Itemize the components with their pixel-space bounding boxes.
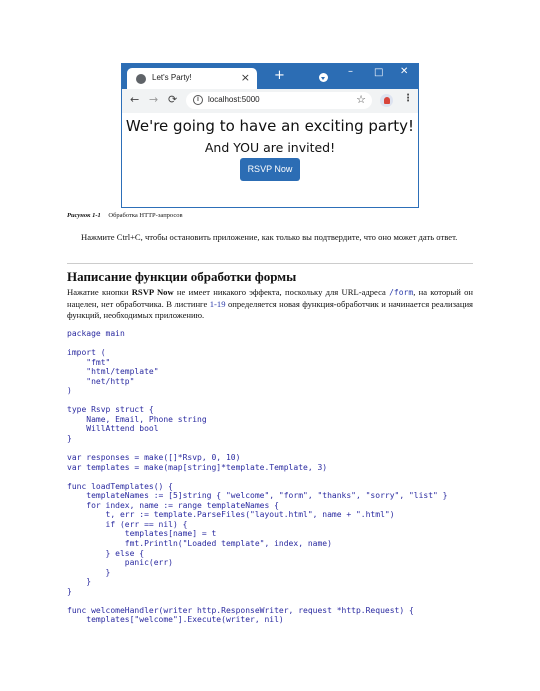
extension-icon[interactable]	[380, 94, 393, 107]
back-button[interactable]: ←	[130, 93, 140, 106]
code-line: } else {	[67, 548, 145, 558]
browser-toolbar	[122, 89, 418, 113]
rsvp-button[interactable]: RSVP Now	[240, 158, 300, 181]
code-line: var responses = make([]*Rsvp, 0, 10)	[67, 453, 241, 463]
url-text: localhost:5000	[208, 95, 260, 104]
reload-button[interactable]: ⟳	[168, 93, 178, 106]
code-line: templateNames := [5]string { "welcome", "form", "thanks", "sorry", "list" }	[67, 491, 448, 501]
code-line: package main	[67, 329, 125, 338]
browser-titlebar	[122, 64, 418, 89]
address-bar[interactable]	[186, 92, 372, 109]
code-line: import (	[67, 348, 106, 358]
code-line: for index, name := range templateNames {	[67, 500, 279, 510]
tab-title: Let's Party!	[152, 73, 192, 82]
code-line: var templates = make(map[string]*template.Template, 3)	[67, 462, 328, 472]
paragraph-text: , на который он нацелен, нет обработчика. В листинге	[67, 287, 473, 309]
code-line: t, err := template.ParseFiles("layout.html", name + ".html")	[67, 510, 395, 520]
page-heading: We're going to have an exciting party!	[125, 117, 415, 135]
browser-tab[interactable]	[127, 68, 257, 89]
code-line: Name, Email, Phone string	[67, 414, 207, 424]
browser-window-figure	[121, 63, 419, 208]
new-tab-button[interactable]: +	[274, 68, 285, 83]
paragraph-text: Нажатие кнопки	[67, 287, 132, 297]
code-line: }	[67, 577, 92, 587]
note-paragraph: Нажмите Ctrl+C, чтобы остановить приложение, как только вы подтвердите, что оно может дать ответ.	[81, 232, 458, 242]
code-line: panic(err)	[67, 558, 173, 568]
forward-button[interactable]: →	[149, 93, 159, 106]
code-line: fmt.Println("Loaded template", index, name)	[67, 539, 332, 549]
paragraph-text: не имеет никакого эффекта, поскольку для URL-адреса	[173, 287, 390, 297]
code-line: "html/template"	[67, 367, 159, 377]
figure-caption-text: Обработка HTTP-запросов	[108, 212, 183, 219]
code-line: templates[name] = t	[67, 529, 217, 539]
paragraph-text: определяется новая функция-обработчик и начинается реализация функций, необходимых приложению.	[67, 298, 473, 320]
code-line: }	[67, 586, 72, 596]
code-line: "fmt"	[67, 357, 111, 367]
code-line: templates["welcome"].Execute(writer, nil)	[67, 615, 284, 625]
figure-caption-label: Рисунок 1-1	[67, 212, 101, 219]
inline-code: /form	[389, 288, 414, 297]
listing-link[interactable]: 1-19	[209, 298, 226, 309]
code-line	[67, 396, 448, 406]
menu-icon[interactable]: ⋮	[403, 93, 413, 104]
tab-close-icon[interactable]: ×	[240, 71, 250, 84]
code-line: }	[67, 567, 111, 577]
code-line: if (err == nil) {	[67, 519, 188, 529]
code-line	[67, 472, 448, 482]
code-listing	[67, 329, 448, 625]
code-line: "net/http"	[67, 376, 135, 386]
code-line	[67, 339, 448, 349]
section-heading: Написание функции обработки формы	[67, 269, 297, 284]
code-line	[67, 596, 448, 606]
code-line: func loadTemplates() {	[67, 481, 173, 491]
star-icon[interactable]: ☆	[356, 93, 366, 106]
code-line: func welcomeHandler(writer http.ResponseWriter, request *http.Request) {	[67, 605, 414, 615]
code-line: WillAttend bool	[67, 424, 159, 434]
code-line	[67, 444, 448, 454]
close-window-button[interactable]: ✕	[400, 66, 409, 77]
code-line: type Rsvp struct {	[67, 405, 154, 415]
maximize-button[interactable]: □	[374, 67, 384, 78]
section-paragraph	[67, 287, 473, 322]
minimize-button[interactable]: –	[348, 66, 353, 77]
profile-icon[interactable]	[319, 73, 328, 82]
tab-favicon-icon	[136, 74, 146, 84]
info-icon[interactable]: i	[193, 95, 203, 105]
page-subheading: And YOU are invited!	[204, 140, 336, 155]
section-divider	[67, 263, 473, 264]
figure-caption	[67, 212, 183, 219]
code-line: )	[67, 386, 72, 396]
code-line: }	[67, 434, 72, 444]
paragraph-bold-text: RSVP Now	[131, 287, 174, 297]
